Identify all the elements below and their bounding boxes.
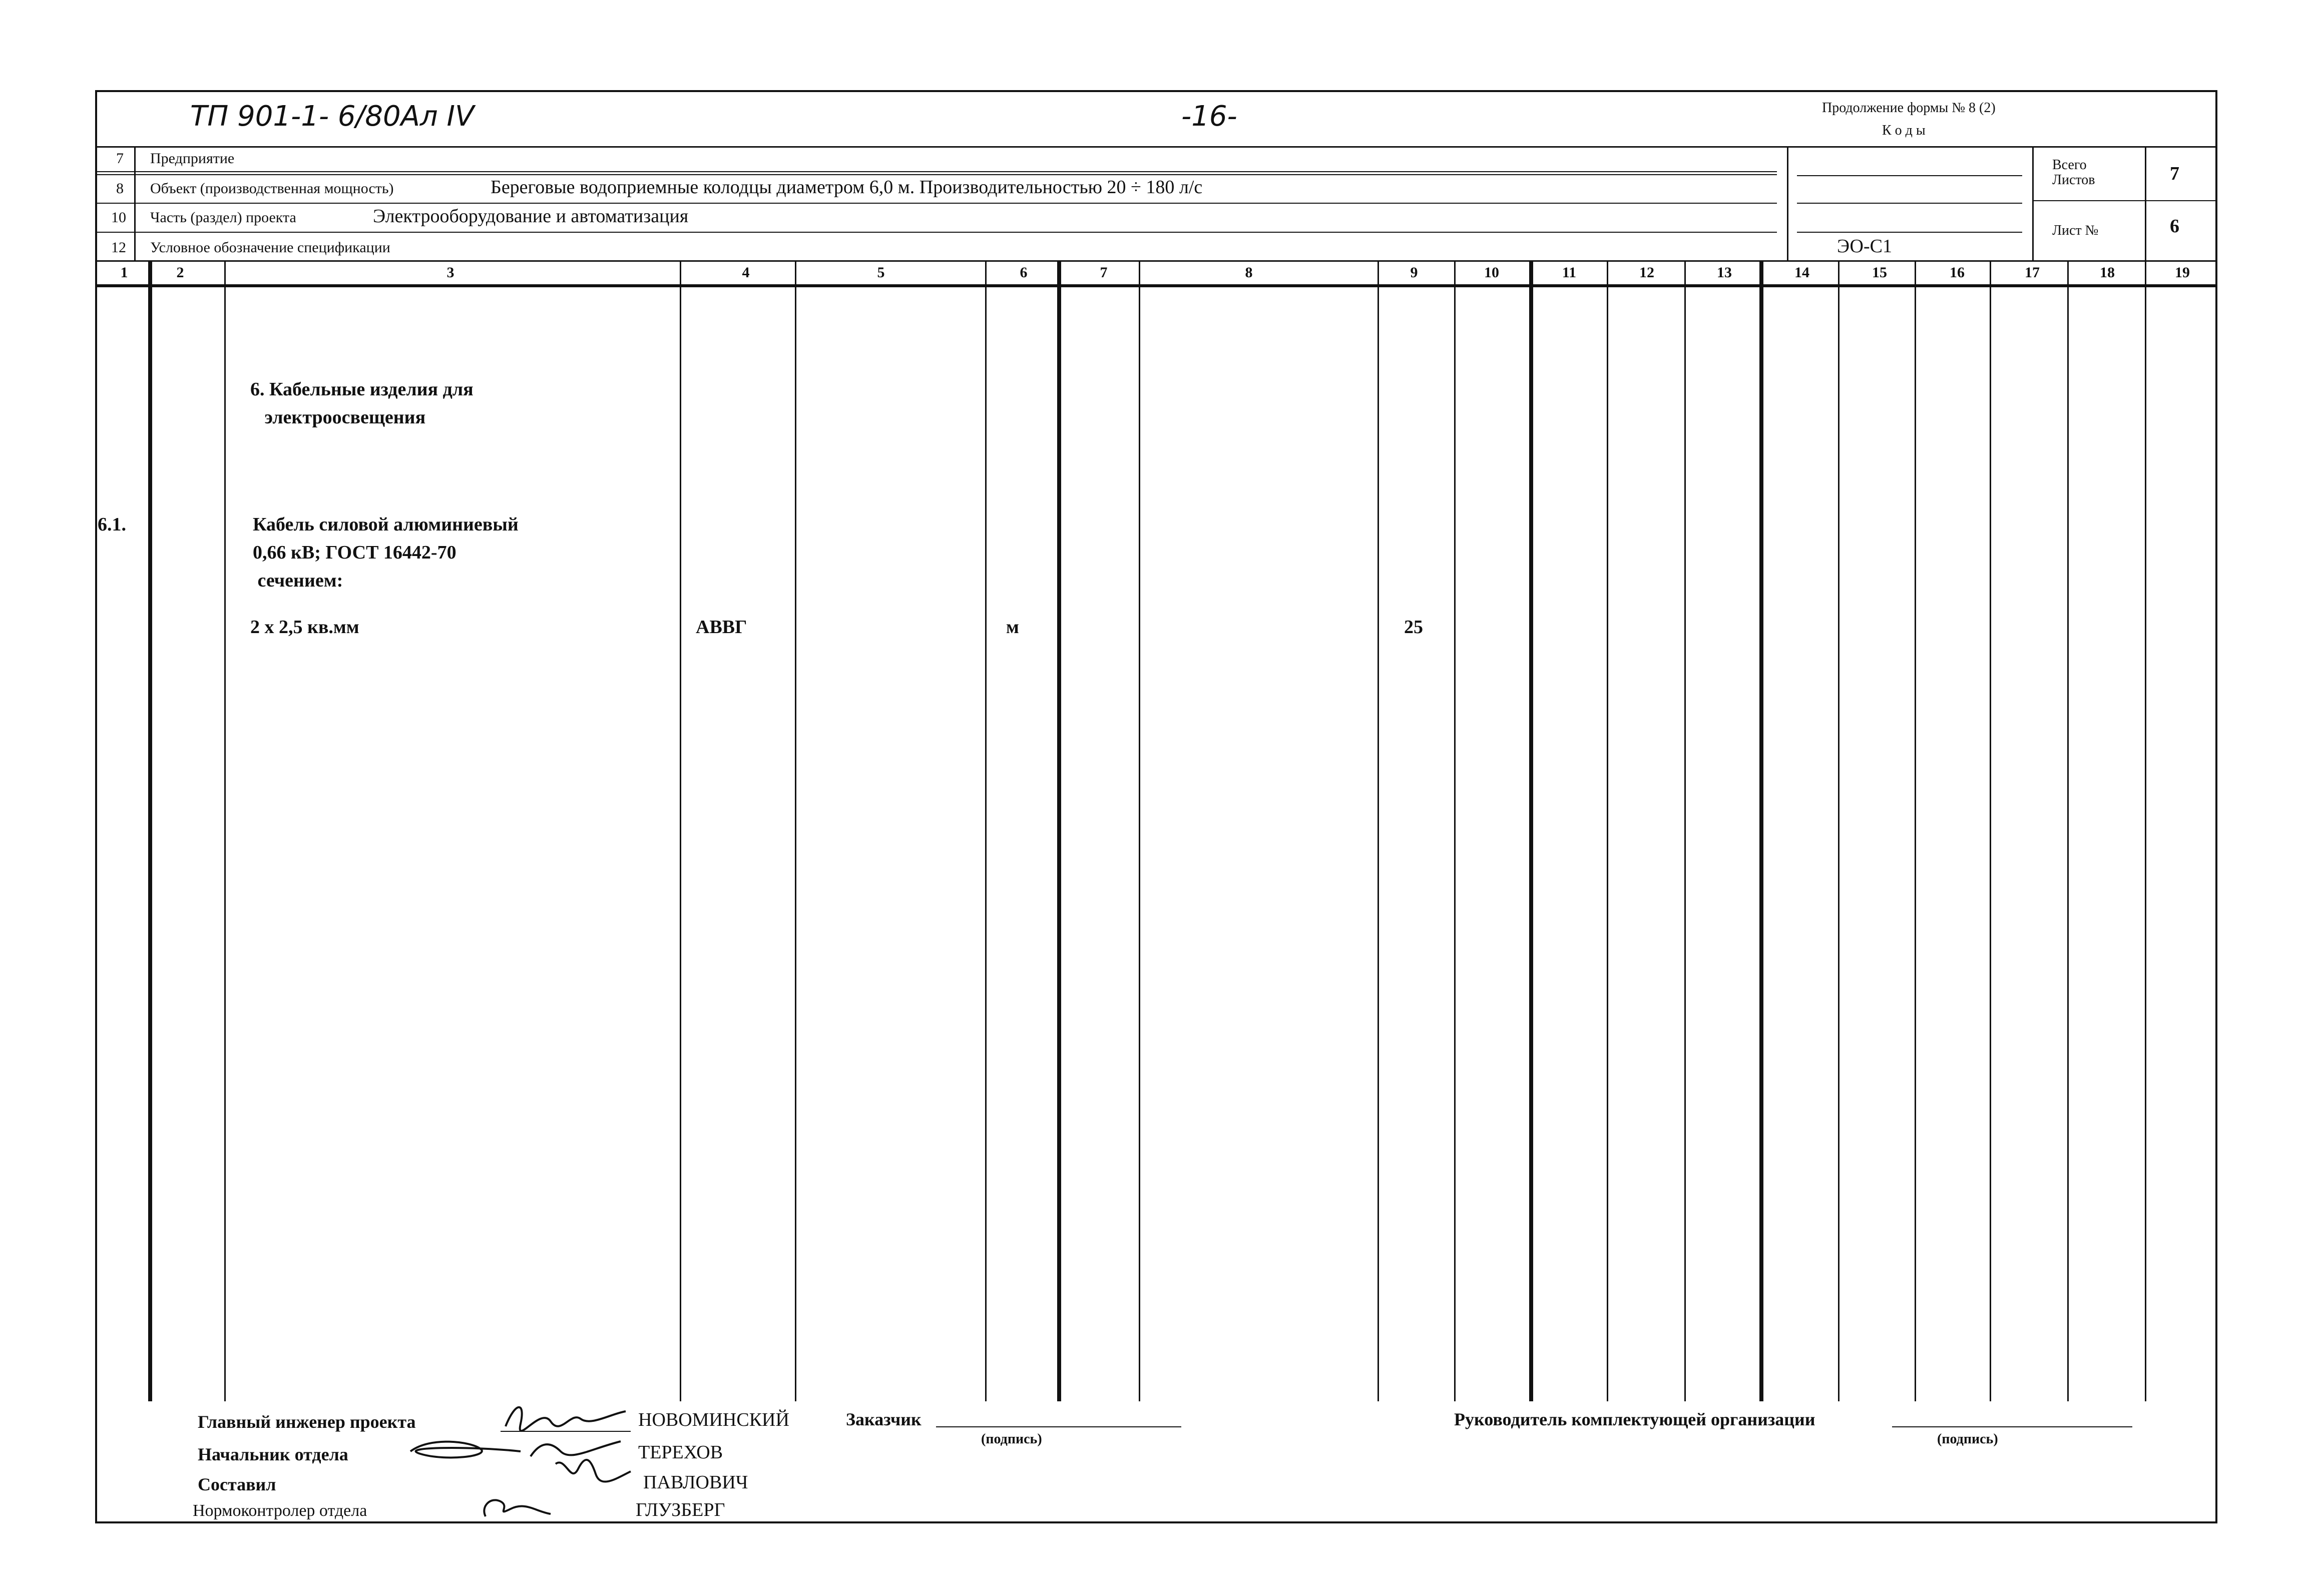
column-line (2145, 260, 2146, 1401)
column-number: 8 (1245, 264, 1253, 281)
column-line (2067, 260, 2069, 1401)
column-line (1759, 260, 1763, 1401)
column-line (1990, 260, 1991, 1401)
item-name: 2 х 2,5 кв.мм (250, 617, 359, 638)
info-divider (134, 146, 136, 260)
row-line (95, 174, 1777, 175)
compiled-label: Составил (198, 1474, 276, 1494)
column-line (1377, 260, 1379, 1401)
field-label: Часть (раздел) проекта (150, 209, 296, 226)
spec-code: ЭО-С1 (1837, 236, 1892, 257)
column-line (1607, 260, 1608, 1401)
total-sheets-value: 7 (2170, 163, 2179, 184)
frame-top (95, 90, 2217, 92)
column-line (1139, 260, 1140, 1401)
supplier-signature-line (1892, 1426, 2132, 1427)
column-number: 7 (1100, 264, 1108, 281)
column-line (1529, 260, 1533, 1401)
row-line (95, 203, 1777, 204)
dept-head-name: ТЕРЕХОВ (638, 1442, 723, 1463)
column-number: 13 (1717, 264, 1732, 281)
supplier-label: Руководитель комплектующей организации (1454, 1409, 1815, 1429)
chief-engineer-signature (501, 1396, 631, 1436)
row-number: 8 (116, 180, 124, 197)
norm-label: Нормоконтролер отдела (193, 1501, 367, 1520)
column-line (148, 260, 152, 1401)
codes-right (2032, 146, 2034, 260)
frame-right (2215, 90, 2217, 1521)
item-name: Кабель силовой алюминиевый 0,66 кВ; ГОСТ 16442-70 сечением: (253, 514, 519, 591)
column-line (985, 260, 987, 1401)
field-label: Предприятие (150, 150, 235, 167)
column-number: 19 (2175, 264, 2190, 281)
chief-engineer-label: Главный инженер проекта (198, 1412, 416, 1432)
codes-label: К о д ы (1882, 123, 1926, 138)
total-sheets-label: Всего Листов (2052, 157, 2095, 188)
column-line (795, 260, 796, 1401)
sheet-number-value: 6 (2170, 216, 2179, 237)
colnum-bottom-line (95, 284, 2217, 287)
field-value: Береговые водоприемные колодцы диаметром 6,0 м. Производительностью 20 ÷ 180 л/с (491, 177, 1203, 198)
row-number: 12 (111, 239, 126, 256)
codes-line (1797, 175, 2022, 176)
column-line (1684, 260, 1686, 1401)
frame-left (95, 90, 97, 1521)
column-line (680, 260, 681, 1401)
item-type: АВВГ (696, 617, 747, 638)
column-number: 3 (446, 264, 454, 281)
row-number: 10 (111, 209, 126, 226)
column-line (1838, 260, 1839, 1401)
field-label: Объект (производственная мощность) (150, 180, 394, 197)
sheets-line (2032, 200, 2217, 201)
compiled-name: ПАВЛОВИЧ (643, 1472, 748, 1493)
column-line (224, 260, 226, 1401)
column-number: 5 (877, 264, 885, 281)
frame-bottom (95, 1521, 2217, 1523)
doc-code: ТП 901-1- 6/80Ал IV (190, 100, 475, 133)
column-line (1454, 260, 1456, 1401)
column-number: 1 (120, 264, 128, 281)
norm-signature (476, 1491, 556, 1521)
norm-name: ГЛУЗБЕРГ (636, 1499, 725, 1520)
item-name: 6. Кабельные изделия для электроосвещения (250, 379, 474, 428)
codes-line (1797, 203, 2022, 204)
customer-signature-line (936, 1426, 1181, 1427)
customer-signature-hint: (подпись) (981, 1431, 1042, 1447)
compiled-signature (551, 1454, 636, 1489)
form-continuation: Продолжение формы № 8 (2) (1822, 100, 1996, 116)
item-position: 6.1. (98, 514, 126, 535)
column-number: 6 (1020, 264, 1028, 281)
column-number: 18 (2100, 264, 2115, 281)
row-line (95, 232, 1777, 233)
column-number: 15 (1872, 264, 1887, 281)
colnum-top-line (95, 260, 2217, 262)
column-number: 4 (742, 264, 750, 281)
supplier-signature-hint: (подпись) (1937, 1431, 1998, 1447)
column-number: 16 (1950, 264, 1965, 281)
chief-engineer-name: НОВОМИНСКИЙ (638, 1409, 789, 1430)
customer-label: Заказчик (846, 1409, 921, 1429)
row-line (95, 171, 1777, 172)
column-number: 17 (2025, 264, 2040, 281)
sheet-number-label: Лист № (2052, 223, 2099, 238)
column-number: 9 (1410, 264, 1418, 281)
column-line (1057, 260, 1061, 1401)
header-line (95, 146, 2217, 148)
column-number: 10 (1484, 264, 1499, 281)
dept-head-label: Начальник отдела (198, 1444, 348, 1464)
codes-left (1787, 146, 1788, 260)
column-number: 14 (1794, 264, 1809, 281)
row-number: 7 (116, 150, 124, 167)
column-number: 12 (1639, 264, 1654, 281)
sheets-divider (2145, 146, 2146, 260)
column-number: 2 (176, 264, 184, 281)
item-unit: м (1006, 617, 1019, 638)
column-number: 11 (1562, 264, 1577, 281)
codes-line (1797, 232, 2022, 233)
item-qty: 25 (1404, 617, 1423, 638)
column-line (1915, 260, 1916, 1401)
page-mark: -16- (1181, 100, 1237, 133)
field-value: Электрооборудование и автоматизация (373, 206, 689, 227)
field-label: Условное обозначение спецификации (150, 239, 390, 256)
